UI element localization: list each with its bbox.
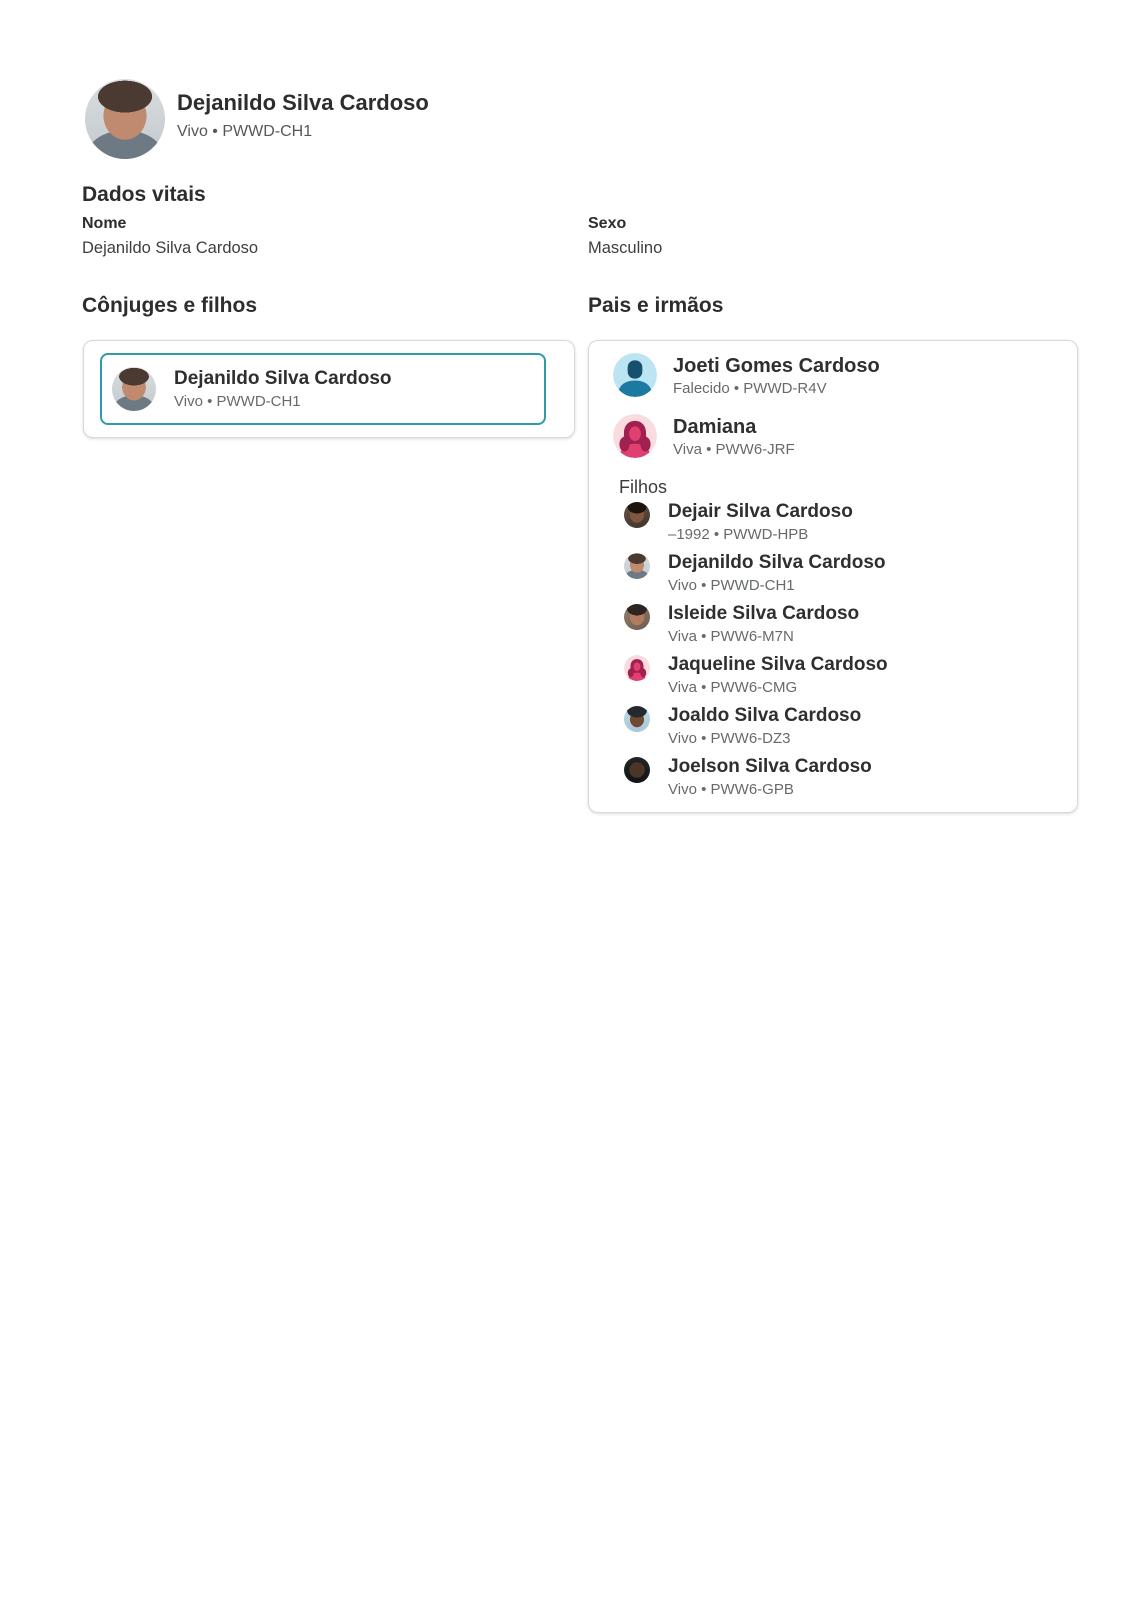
male-silhouette-icon — [613, 353, 657, 397]
person-header — [177, 90, 429, 141]
child-row[interactable] — [624, 601, 1059, 647]
spouses-card — [83, 340, 575, 438]
parent-name-link[interactable]: Damiana — [673, 416, 757, 438]
child-row[interactable] — [624, 703, 1059, 749]
child-row[interactable] — [624, 499, 1059, 545]
child-photo — [624, 553, 650, 579]
child-name-link[interactable]: Dejair Silva Cardoso — [668, 501, 853, 522]
parent-row[interactable] — [613, 414, 1059, 460]
female-silhouette-icon — [613, 414, 657, 458]
parent-lifespan-id: Viva • PWW6-JRF — [673, 441, 795, 458]
female-silhouette-icon — [624, 655, 650, 681]
vitals-name-field — [82, 215, 258, 258]
child-lifespan-id: Vivo • PWW6-GPB — [668, 781, 794, 798]
parent-row[interactable] — [613, 353, 1059, 399]
selected-spouse-card[interactable] — [100, 353, 546, 425]
children-label: Filhos — [619, 477, 668, 497]
spouse-name-link[interactable]: Dejanildo Silva Cardoso — [174, 368, 392, 389]
parent-lifespan-id: Falecido • PWWD-R4V — [673, 380, 827, 397]
child-row[interactable] — [624, 652, 1059, 698]
child-name-link[interactable]: Jaqueline Silva Cardoso — [668, 654, 888, 675]
vitals-heading: Dados vitais — [82, 183, 206, 206]
parent-name-link[interactable]: Joeti Gomes Cardoso — [673, 355, 880, 377]
page-title: Dejanildo Silva Cardoso — [177, 90, 429, 115]
spouse-photo — [112, 367, 156, 411]
child-name-link[interactable]: Dejanildo Silva Cardoso — [668, 552, 886, 573]
child-lifespan-id: Vivo • PWW6-DZ3 — [668, 730, 791, 747]
child-row[interactable] — [624, 550, 1059, 596]
child-name-link[interactable]: Isleide Silva Cardoso — [668, 603, 860, 624]
child-lifespan-id: Viva • PWW6-M7N — [668, 628, 794, 645]
spouses-section-heading: Cônjuges e filhos — [82, 294, 258, 317]
profile-photo[interactable] — [85, 79, 165, 159]
vitals-sex-field — [588, 215, 662, 258]
name-label: Nome — [82, 215, 127, 232]
child-photo — [624, 502, 650, 528]
child-photo — [624, 706, 650, 732]
child-lifespan-id: –1992 • PWWD-HPB — [668, 526, 809, 543]
child-row[interactable] — [624, 754, 1059, 800]
name-value: Dejanildo Silva Cardoso — [82, 239, 259, 257]
person-lifespan-id: Vivo • PWWD-CH1 — [177, 123, 313, 140]
child-lifespan-id: Viva • PWW6-CMG — [668, 679, 798, 696]
child-name-link[interactable]: Joaldo Silva Cardoso — [668, 705, 862, 726]
parents-card — [588, 340, 1078, 813]
sex-value: Masculino — [588, 239, 663, 257]
child-photo — [624, 604, 650, 630]
child-photo — [624, 757, 650, 783]
sex-label: Sexo — [588, 215, 627, 232]
child-lifespan-id: Vivo • PWWD-CH1 — [668, 577, 795, 594]
spouse-lifespan-id: Vivo • PWWD-CH1 — [174, 393, 301, 410]
parents-section-heading: Pais e irmãos — [588, 294, 724, 317]
child-name-link[interactable]: Joelson Silva Cardoso — [668, 756, 872, 777]
